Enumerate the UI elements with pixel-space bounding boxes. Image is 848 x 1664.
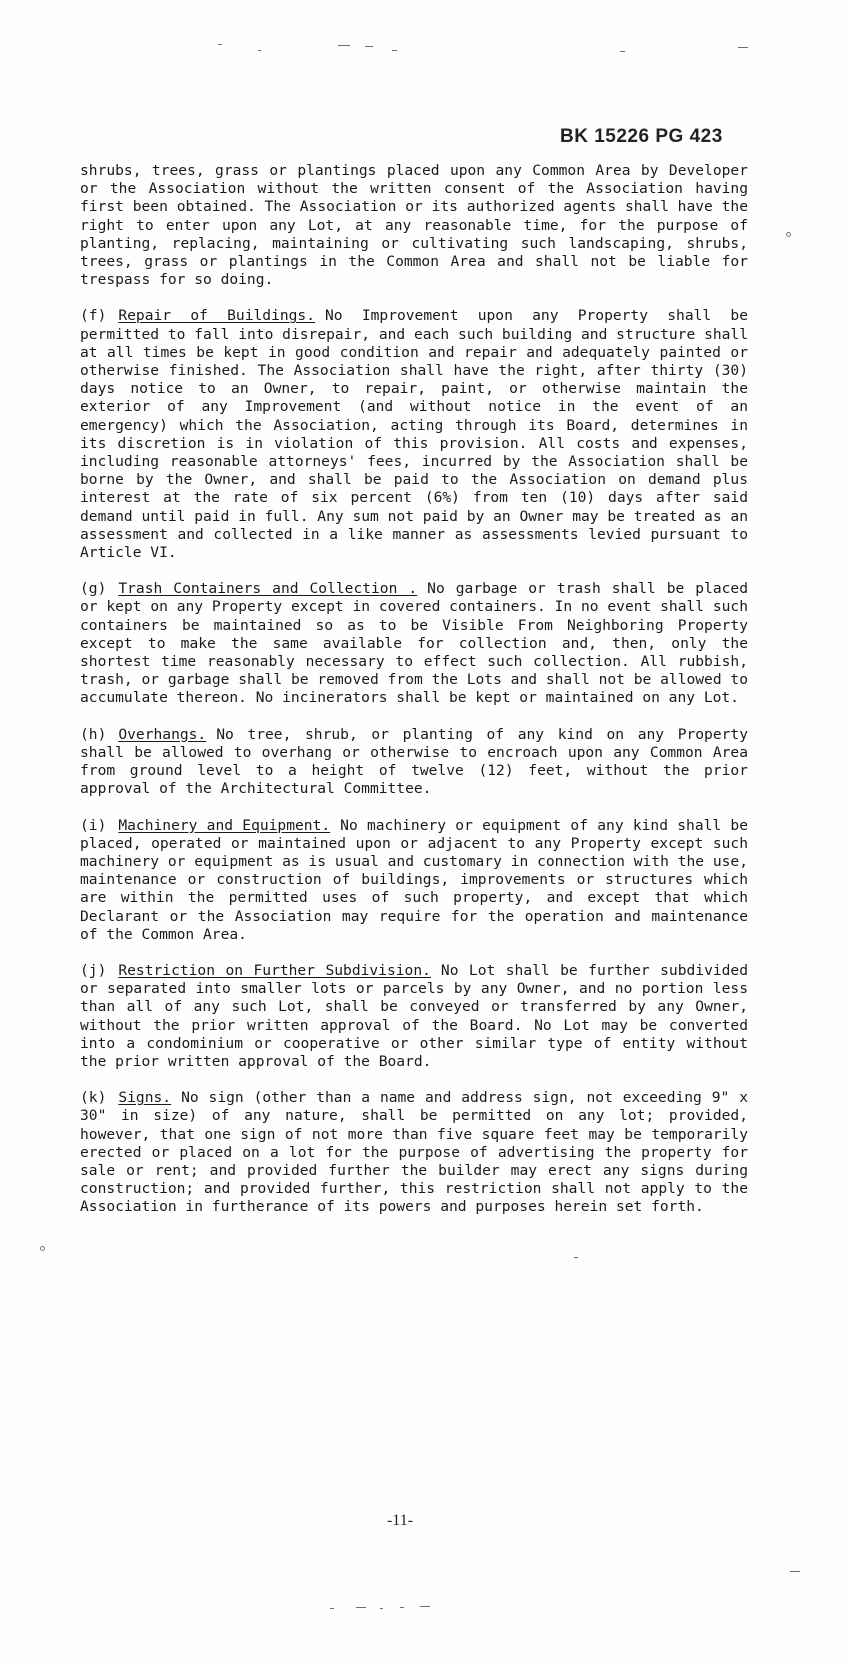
- scan-speck: [738, 47, 748, 48]
- section-text: No machinery or equipment of any kind shall be placed, operated or maintained upon or adjacent to any Property except such machinery or equipment as is usual and customary in connection with the use, maintenance or construction of buildings, improvements or structures which are within the permitted uses of such property, and except that which Declarant or the Association may require for the operation and maintenance of the Common Area.: [80, 816, 748, 943]
- section-letter: (i): [80, 816, 107, 834]
- scan-speck: [790, 1571, 800, 1572]
- scan-speck: [392, 50, 397, 51]
- section-text: No sign (other than a name and address sign, not exceeding 9" x 30" in size) of any nature, shall be permitted on any lot; provided, however, that one sign of not more than five square feet may be temporarily erected or placed on a lot for the purpose of advertising the property for sale or rent; and provided further the builder may erect any signs during construction; and provided further, this restriction shall not apply to the Association in furtherance of its powers and purposes herein set forth.: [80, 1089, 748, 1216]
- scan-dot: [40, 1246, 45, 1251]
- section-letter: (h): [80, 725, 107, 743]
- book-page-reference: BK 15226 PG 423: [560, 126, 723, 147]
- scan-speck: [420, 1606, 430, 1607]
- scan-speck: [380, 1608, 383, 1609]
- section-g-paragraph: [80, 580, 748, 707]
- document-body: [80, 162, 748, 1235]
- section-heading: Overhangs.: [118, 725, 207, 743]
- scan-speck: [356, 1607, 366, 1608]
- page-number: -11-: [386, 1512, 414, 1529]
- section-text: No Lot shall be further subdivided or separated into smaller lots or parcels by any Owner, and no portion less than all of any such Lot, shall be conveyed or transferred by any Owner, without the prior written approval of the Board. No Lot may be converted into a condominium or cooperative or other similar type of entity without the prior written approval of the Board.: [80, 961, 748, 1070]
- section-j-paragraph: [80, 962, 748, 1071]
- section-i-paragraph: [80, 817, 748, 944]
- scan-speck: [400, 1607, 404, 1608]
- intro-paragraph: shrubs, trees, grass or plantings placed upon any Common Area by Developer or the Association without the written consent of the Association having first been obtained. The Association or its authorized agents shall have the right to enter upon any Lot, at any reasonable time, for the purpose of planting, replacing, maintaining or cultivating such landscaping, shrubs, trees, grass or plantings in the Common Area and shall not be liable for trespass for so doing.: [80, 162, 748, 289]
- section-f-paragraph: [80, 307, 748, 562]
- section-text: No tree, shrub, or planting of any kind on any Property shall be allowed to overhang or otherwise to encroach upon any Common Area from ground level to a height of twelve (12) feet, without the prior approval of the Architectural Committee.: [80, 725, 748, 798]
- scan-speck: [330, 1608, 334, 1609]
- section-heading: Signs.: [118, 1089, 172, 1107]
- section-letter: (f): [80, 307, 107, 325]
- scan-speck: [620, 51, 625, 52]
- section-text: No garbage or trash shall be placed or kept on any Property except in covered containers. In no event shall such containers be maintained so as to be Visible From Neighboring Property except to make the same available for collection and, then, only the shortest time reasonably necessary to effect such collection. All rubbish, trash, or garbage shall be removed from the Lots and shall not be allowed to accumulate thereon. No incinerators shall be kept or maintained on any Lot.: [80, 580, 748, 707]
- section-letter: (g): [80, 580, 107, 598]
- scan-speck: [574, 1257, 578, 1258]
- section-heading: Repair of Buildings.: [118, 307, 316, 325]
- section-heading: Machinery and Equipment.: [118, 816, 331, 834]
- section-h-paragraph: [80, 726, 748, 799]
- section-letter: (j): [80, 961, 107, 979]
- section-heading: Restriction on Further Subdivision.: [118, 961, 431, 979]
- scan-dot: [786, 232, 791, 237]
- scan-speck: [365, 46, 373, 47]
- section-k-paragraph: [80, 1089, 748, 1216]
- scan-speck: [338, 45, 350, 46]
- section-heading: Trash Containers and Collection .: [118, 580, 418, 598]
- section-letter: (k): [80, 1089, 107, 1107]
- scan-speck: [258, 50, 261, 51]
- scan-speck: [218, 44, 222, 45]
- section-text: No Improvement upon any Property shall be permitted to fall into disrepair, and each such building and structure shall at all times be kept in good condition and repair and adequately painted or otherwise finished. The Association shall have the right, after thirty (30) days notice to an Owner, to repair, paint, or otherwise maintain the exterior of any Improvement (and without notice in the event of an emergency) which the Association, acting through its Board, determines in its discretion is in violation of this provision. All costs and expenses, including reasonable attorneys' fees, incurred by the Association shall be borne by the Owner, and shall be paid to the Association on demand plus interest at the rate of six percent (6%) from ten (10) days after said demand until paid in full. Any sum not paid by an Owner may be treated as an assessment and collected in a like manner as assessments levied pursuant to Article VI.: [80, 307, 749, 562]
